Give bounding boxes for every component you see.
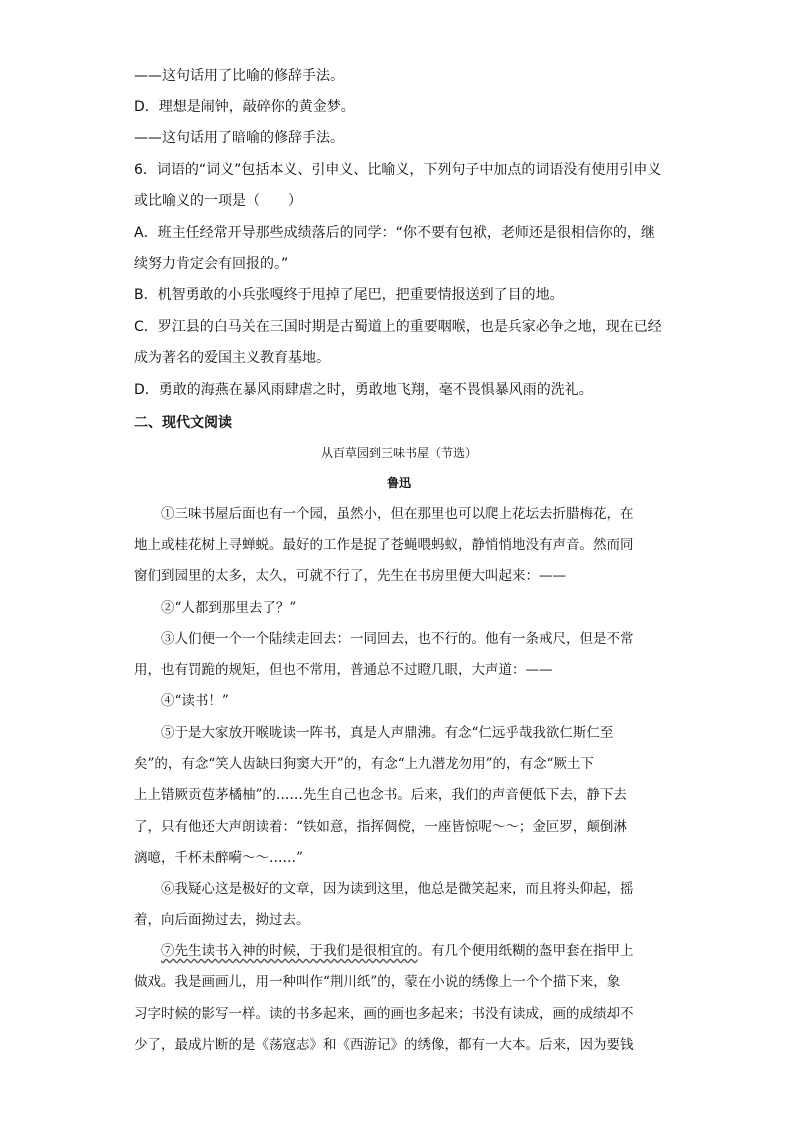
paragraph-5-line-5: 漓噫，千杯未醉嗬～～……”: [134, 850, 303, 866]
option-d: D．理想是闹钟，敲碎你的黄金梦。: [134, 99, 355, 115]
paragraph-7-line-2: 做戏。我是画画儿，用一种叫作“荆川纸”的，蒙在小说的绣像上一个个描下来，象: [134, 974, 621, 990]
paragraph-1-line-3: 窗们到园里的太多，太久，可就不行了，先生在书房里便大叫起来：——: [134, 568, 566, 584]
paragraph-7-line-4: 少了，最成片断的是《荡寇志》和《西游记》的绣像，都有一大本。后来，因为要钱: [134, 1037, 634, 1053]
paragraph-5-line-1: ⑤于是大家放开喉咙读一阵书，真是人声鼎沸。有念“仁远乎哉我欲仁斯仁至: [161, 725, 614, 741]
paragraph-7-line-1: [134, 943, 691, 959]
question-6-option-b: B．机智勇敢的小兵张嘎终于甩掉了尾巴，把重要情报送到了目的地。: [134, 287, 564, 303]
option-c-note: ——这句话用了比喻的修辞手法。: [134, 68, 344, 84]
paragraph-1-line-1: ①三味书屋后面也有一个园，虽然小，但在那里也可以爬上花坛去折腊梅花，在: [161, 506, 634, 522]
paragraph-5-line-3: 上上错厥贡苞茅橘柚”的……先生自己也念书。后来，我们的声音便低下去，静下去: [134, 787, 627, 803]
question-6-option-d: D．勇敢的海燕在暴风雨肆虐之时，勇敢地飞翔，毫不畏惧暴风雨的洗礼。: [134, 382, 593, 398]
article-author: 鲁迅: [386, 476, 411, 490]
question-6-stem-line-2: 或比喻义的一项是（ ）: [134, 193, 302, 209]
underlined-sentence: ⑦先生读书入神的时候，于我们是很相宜的: [161, 943, 418, 959]
question-6-option-a-line-1: A．班主任经常开导那些成绩落后的同学：“你不要有包袱，老师还是很相信你的，继: [134, 225, 655, 241]
paragraph-6-line-1: ⑥我疑心这是极好的文章，因为读到这里，他总是微笑起来，而且将头仰起，摇: [161, 881, 634, 897]
paragraph-4: ④“读书！”: [161, 693, 229, 709]
paragraph-7-line-1-rest: 。有几个便用纸糊的盔甲套在指甲上: [417, 943, 634, 959]
paragraph-1-line-2: 地上或桂花树上寻蝉蜕。最好的工作是捉了苍蝇喂蚂蚁，静悄悄地没有声音。然而同: [134, 537, 634, 553]
paragraph-3-line-1: ③人们便一个一个陆续走回去：一同回去，也不行的。他有一条戒尺，但是不常: [161, 631, 634, 647]
paragraph-2: ②“人都到那里去了？”: [161, 600, 297, 616]
paragraph-5-line-2: 矣”的，有念“笑人齿缺曰狗窦大开”的，有念“上九潜龙勿用”的，有念“厥土下: [134, 756, 594, 772]
paragraph-6-line-2: 着，向后面拗过去，拗过去。: [134, 912, 310, 928]
option-d-note: ——这句话用了暗喻的修辞手法。: [134, 130, 344, 146]
question-6-option-c-line-1: C．罗江县的白马关在三国时期是古蜀道上的重要咽喉，也是兵家必争之地，现在已经: [134, 319, 662, 335]
question-6-option-a-line-2: 续努力肯定会有回报的。”: [134, 256, 289, 272]
question-6-stem-line-1: 6．词语的“词义”包括本义、引申义、比喻义，下列句子中加点的词语没有使用引申义: [134, 162, 662, 178]
paragraph-7-line-3: 习字时候的影写一样。读的书多起来，画的画也多起来；书没有读成，画的成绩却不: [134, 1006, 634, 1022]
paragraph-5-line-4: 了，只有他还大声朗读着：“铁如意，指挥倜傥，一座皆惊呢～～；金叵罗，颠倒淋: [134, 819, 627, 835]
question-6-option-c-line-2: 成为著名的爱国主义教育基地。: [134, 350, 330, 366]
section-heading: 二、现代文阅读: [134, 415, 232, 431]
article-title: 从百草园到三味书屋（节选）: [320, 446, 477, 460]
paragraph-3-line-2: 用，也有罚跪的规矩，但也不常用，普通总不过瞪几眼，大声道：——: [134, 662, 553, 678]
